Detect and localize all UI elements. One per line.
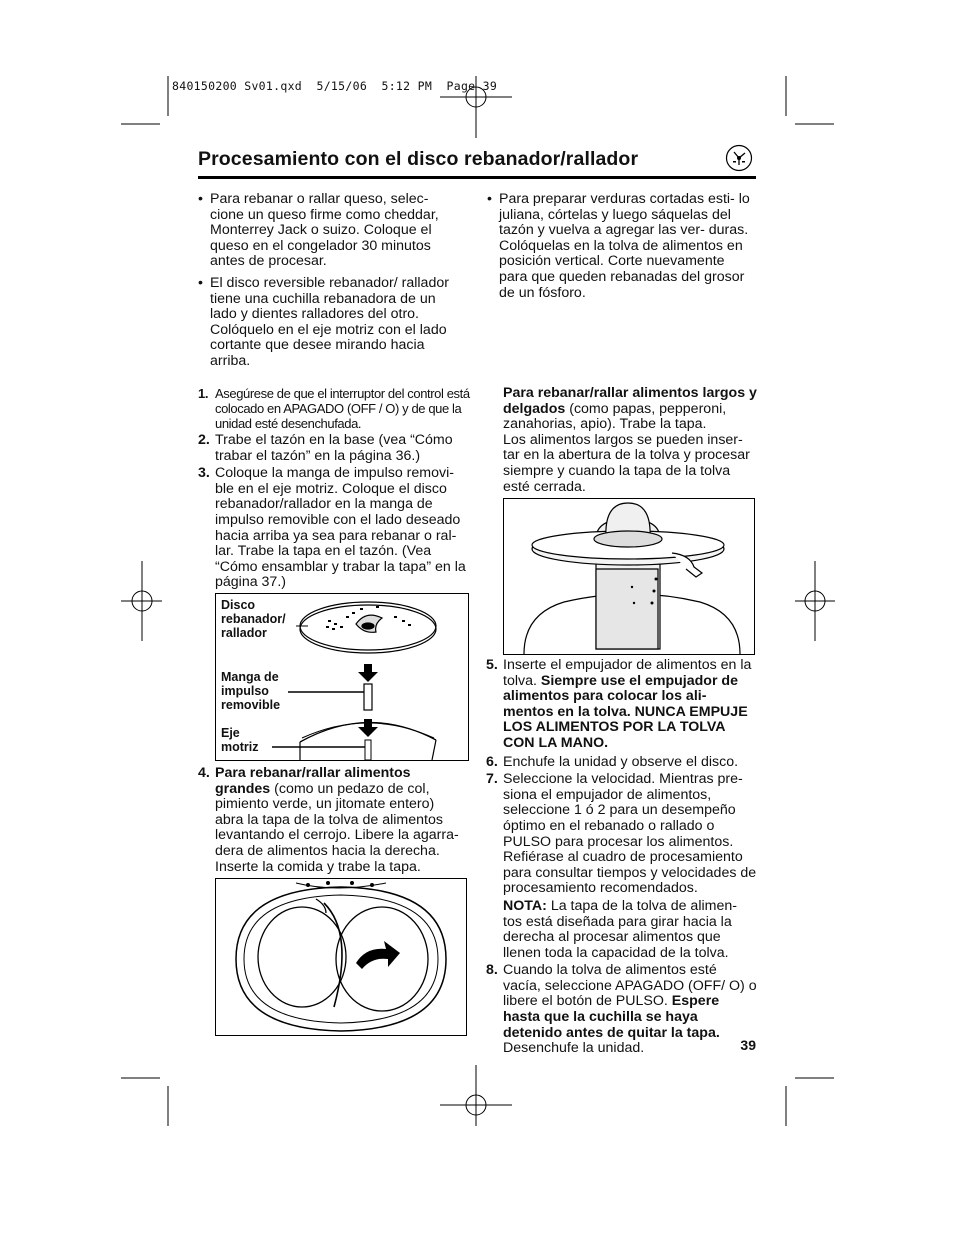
step-5-bold: Siempre use el empujador de alimentos para colocar los ali- mentos en la tolva. NUNCA EMPUJE LOS ALIMENTOS POR LA TOLVA CON LA MANO. [503,672,748,751]
label-disc: Disco rebanador/ rallador [221,598,286,640]
step-5: 5. Inserte el empujador de alimentos en la tolva. Siempre use el empujador de alimentos para colocar los ali- mentos en la tolva. NUNCA EMPUJE LOS ALIMENTOS POR LA TOLVA CON LA MANO. [486,657,752,751]
label-sleeve: Manga de impulso removible [221,670,281,712]
note: NOTA: La tapa de la tolva de alimen- tos está diseñada para girar hacia la derecha al procesar alimentos que llenen toda la capacidad de la tolva. [503,897,737,961]
file-slug: 840150200 Sv01.qxd 5/15/06 5:12 PM Page 39 [172,79,498,93]
step-4: 4. Para rebanar/rallar alimentos grandes (como un pedazo de col, pimiento verde, un jitomate entero) abra la tapa de la tolva de alimentos levantando el cerrojo. Libere la agarra- dera de alimentos hacia la derecha. Inserte la comida y trabe la tapa. [198,765,459,875]
page-number: 39 [740,1037,756,1053]
step-1: 1. Asegúrese de que el interruptor del control está colocado en APAGADO (OFF / O) y de que la unidad esté desenchufada. [198,386,470,431]
bullets-right [487,192,755,307]
bullet-item: • Para preparar verduras cortadas esti- lo juliana, córtelas y luego sáquelas del tazón y vuelva a agregar las ver- duras. Colóquelas en la tolva de alimentos en posición vertical. Corte nuevamente para que queden rebanadas del grosor de un fósforo. [487,191,750,301]
steps-right [486,658,758,1059]
step-7: 7. Seleccione la velocidad. Mientras pre- siona el empujador de alimentos, seleccione 1 ó 2 para un desempeño óptimo en el rebanado o rallado o PULSO para procesar los alimentos. Refiérase al cuadro de procesamiento para consultar tiempos y velocidades de procesamiento recomendados. [486,771,757,897]
food-pusher-drawing [504,499,754,654]
step-2: 2. Trabe el tazón en la base (vea “Cómo trabar el tazón” en la página 36.) [198,432,453,464]
disc-assembly-figure [215,593,469,761]
label-shaft: Eje motriz [221,726,259,754]
bullets-left [198,192,466,376]
long-food-para: Los alimentos largos se pueden inser- tar en la abertura de la tolva y procesar siempre y cuando la tapa de la tolva esté cerrada. [503,431,750,495]
bullet-item: • Para rebanar o rallar queso, selec- cione un queso firme como cheddar, Monterrey Jack o suizo. Coloque el queso en el congelador 30 minutos antes de procesar. [198,191,439,270]
long-food-intro: Para rebanar/rallar alimentos largos y delgados (como papas, pepperoni, zanahorias, apio). Trabe la tapa. [503,385,757,433]
bullet-item: • El disco reversible rebanador/ rallador tiene una cuchilla rebanadora de un lado y dientes ralladores del otro. Colóquelo en el eje motriz con el lado cortante que desee mirando hacia arriba. [198,274,449,369]
feed-tube-drawing [216,879,466,1035]
food-pusher-figure [503,498,755,655]
step-8: 8. Cuando la tolva de alimentos esté vacía, seleccione APAGADO (OFF/ O) o libere el botón de PULSO. Espere hasta que la cuchilla se haya detenido antes de quitar la tapa. Desenchufe la unidad. [486,962,757,1057]
title-rule [198,176,756,179]
step-8-bold: Espere hasta que la cuchilla se haya detenido antes de quitar la tapa. [503,993,720,1041]
step-6: 6. Enchufe la unidad y observe el disco. [486,753,739,770]
long-food-section [503,386,759,495]
disc-assembly-drawing [216,594,468,760]
step-3: 3. Coloque la manga de impulso removi- ble en el eje motriz. Coloque el disco rebanador/rallador en la manga de impulso removible con el lado deseado hacia arriba ya sea para rebanar o ral- lar. Trabe la tapa en el tazón. (Vea “Cómo ensamblar y trabar la tapa” en la página 37.) [198,465,466,591]
slicing-disc-icon [725,144,753,172]
steps-left [198,386,470,593]
step-4-bold: Para rebanar/rallar alimentos grandes [215,765,411,797]
page-title: Procesamiento con el disco rebanador/rallador [198,148,639,170]
feed-tube-figure [215,878,467,1036]
